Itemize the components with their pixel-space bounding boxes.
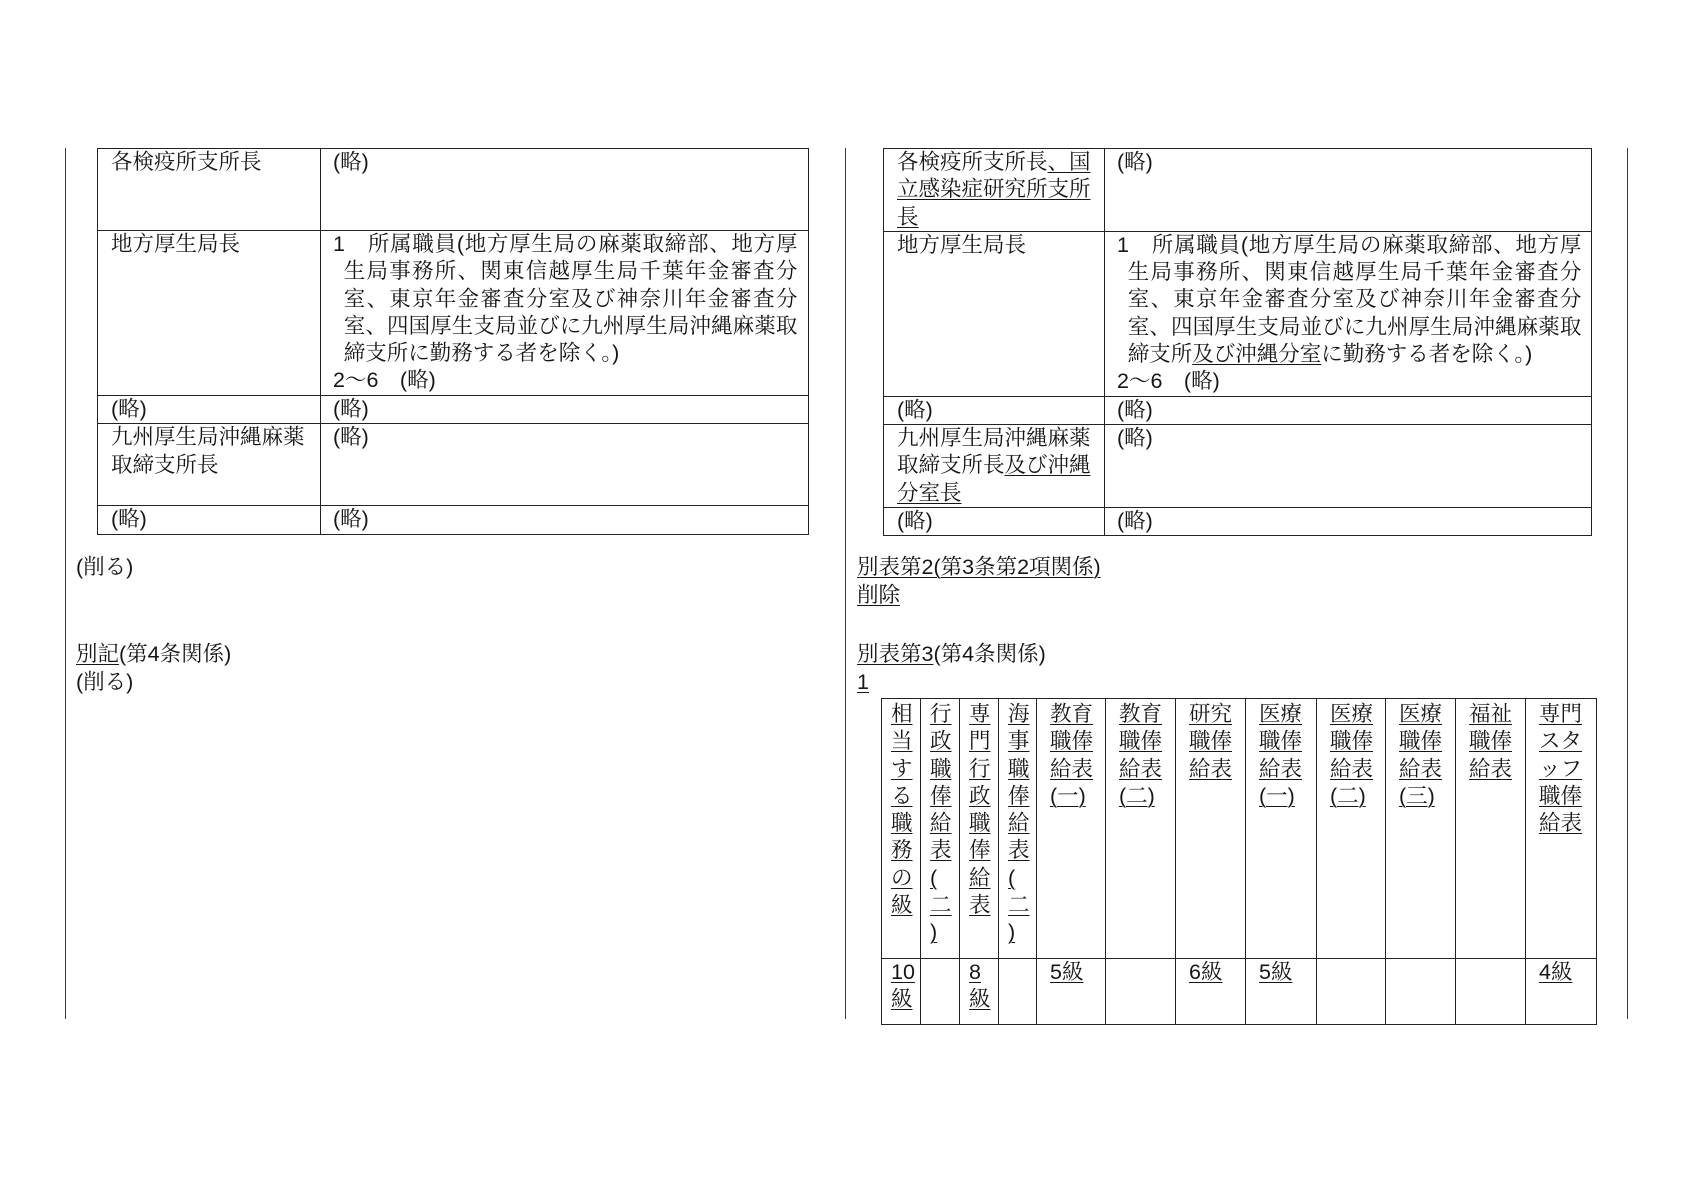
row-content-cell <box>321 149 809 231</box>
grade-cell <box>999 959 1037 1025</box>
row-label-cell <box>98 506 321 534</box>
column-header: 専門スタッフ職俸給表 <box>1526 699 1597 959</box>
table-row <box>884 231 1592 396</box>
right-comparison-table <box>883 148 1592 536</box>
row-content-cell <box>321 396 809 424</box>
item-1-paragraph: 1 所属職員(地方厚生局の麻薬取締部、地方厚生局事務所、関東信越厚生局千葉年金審査分室、東京年金審査分室及び神奈川年金審査分室、四国厚生支局並びに九州厚生局沖縄麻薬取締支所に勤務する者を除く。) <box>333 232 798 366</box>
column-header: 医療職俸給表(三) <box>1386 699 1456 959</box>
table-row <box>884 396 1592 424</box>
column-header: 相当する職務の級 <box>882 699 921 959</box>
grade-table-data-row <box>882 959 1597 1025</box>
row-label-cell <box>884 425 1105 508</box>
table2-body: 削除 <box>857 583 901 607</box>
grade-cell <box>1106 959 1176 1025</box>
table3-heading <box>857 641 1046 668</box>
appendix-heading <box>76 641 231 668</box>
column-header: 教育職俸給表(二) <box>1106 699 1176 959</box>
column-header: 研究職俸給表 <box>1176 699 1246 959</box>
row-label: 地方厚生局長 <box>111 232 241 256</box>
row-label: (略) <box>897 509 933 534</box>
grade-cell <box>1456 959 1526 1025</box>
row-label-amendment: 、国立感染症研究所支所長 <box>897 150 1091 229</box>
row-label-cell <box>884 396 1105 424</box>
row-content-cell <box>321 424 809 506</box>
row-label: 各検疫所支所長 <box>111 150 262 174</box>
row-content-cell <box>321 506 809 534</box>
grade-cell: 4級 <box>1526 959 1597 1025</box>
grade-cell <box>921 959 960 1025</box>
appendix-heading-title: 別記 <box>76 642 120 666</box>
column-header: 専門行政職俸給表 <box>960 699 999 959</box>
appendix-heading-ref: (第4条関係) <box>119 642 232 666</box>
row-label: 各検疫所支所長 <box>897 150 1048 174</box>
row-label: (略) <box>111 397 147 421</box>
row-label: 九州厚生局沖縄麻薬取締支所長 <box>897 426 1091 478</box>
table-row <box>884 508 1592 536</box>
left-deleted-note: (削る) <box>76 555 134 579</box>
center-divider-rule <box>845 148 846 1019</box>
row-content: (略) <box>333 397 369 421</box>
table-row <box>98 396 809 424</box>
table-row <box>884 149 1592 232</box>
table-row <box>98 424 809 506</box>
column-header: 海事職俸給表(二) <box>999 699 1037 959</box>
row-label-cell <box>884 149 1105 232</box>
left-comparison-table <box>97 148 809 535</box>
row-label: (略) <box>111 507 147 532</box>
grade-cell: 6級 <box>1176 959 1246 1025</box>
item-1-text-before: 1 所属職員(地方厚生局の麻薬取締部、地方厚生局事務所、関東信越厚生局千葉年金審査分室、東京年金審査分室及び神奈川年金審査分室、四国厚生支局並びに九州厚生局沖縄麻薬取締支所 <box>1117 232 1582 367</box>
table3-item-number: 1 <box>857 670 869 694</box>
item-2-6-paragraph: 2〜6 (略) <box>1117 369 1220 394</box>
row-content: (略) <box>1117 150 1153 174</box>
row-content-cell <box>321 231 809 396</box>
table-row <box>884 425 1592 508</box>
row-content-cell <box>1105 425 1592 508</box>
row-content-cell <box>1105 149 1592 232</box>
appendix-body: (削る) <box>76 670 134 694</box>
row-content: (略) <box>1117 397 1153 422</box>
item-1-paragraph <box>1117 232 1581 368</box>
grade-cell: 5級 <box>1037 959 1106 1025</box>
row-content: (略) <box>333 150 369 174</box>
row-content: (略) <box>333 425 369 450</box>
column-header: 医療職俸給表(二) <box>1317 699 1386 959</box>
grade-table-header-row <box>882 699 1597 959</box>
table2-heading: 別表第2(第3条第2項関係) <box>857 555 1101 579</box>
table-row <box>98 506 809 534</box>
item-1-text-after: に勤務する者を除く。) <box>1321 342 1533 367</box>
row-label: 九州厚生局沖縄麻薬取締支所長 <box>111 425 305 477</box>
row-label-cell <box>98 231 321 396</box>
row-label: 地方厚生局長 <box>897 232 1027 257</box>
grade-cell <box>1386 959 1456 1025</box>
row-content-cell <box>1105 231 1592 396</box>
row-label-cell <box>98 396 321 424</box>
item-1-amendment: 及び沖縄分室 <box>1192 342 1322 367</box>
row-label-cell <box>884 231 1105 396</box>
row-label-cell <box>98 424 321 506</box>
grade-cell: 10級 <box>882 959 921 1025</box>
left-margin-rule <box>65 148 66 1019</box>
row-content: (略) <box>333 507 369 532</box>
row-label-cell <box>98 149 321 231</box>
column-header: 行政職俸給表(二) <box>921 699 960 959</box>
row-content-cell <box>1105 396 1592 424</box>
row-label: (略) <box>897 397 933 422</box>
grade-cell <box>1317 959 1386 1025</box>
row-label-cell <box>884 508 1105 536</box>
right-margin-rule <box>1627 148 1628 1019</box>
table-row <box>98 231 809 396</box>
grade-cell: 8級 <box>960 959 999 1025</box>
table3-heading-title: 別表第3 <box>857 642 934 666</box>
table3-heading-ref: (第4条関係) <box>933 642 1046 666</box>
row-content: (略) <box>1117 426 1153 451</box>
item-2-6-paragraph: 2〜6 (略) <box>333 368 436 393</box>
column-header: 教育職俸給表(一) <box>1037 699 1106 959</box>
column-header: 福祉職俸給表 <box>1456 699 1526 959</box>
row-content-cell <box>1105 508 1592 536</box>
table-row <box>98 149 809 231</box>
column-header: 医療職俸給表(一) <box>1246 699 1317 959</box>
grade-cell: 5級 <box>1246 959 1317 1025</box>
row-content: (略) <box>1117 509 1153 534</box>
salary-grade-table <box>881 698 1597 1025</box>
row-label-amendment: 及び沖縄分室長 <box>897 453 1091 505</box>
